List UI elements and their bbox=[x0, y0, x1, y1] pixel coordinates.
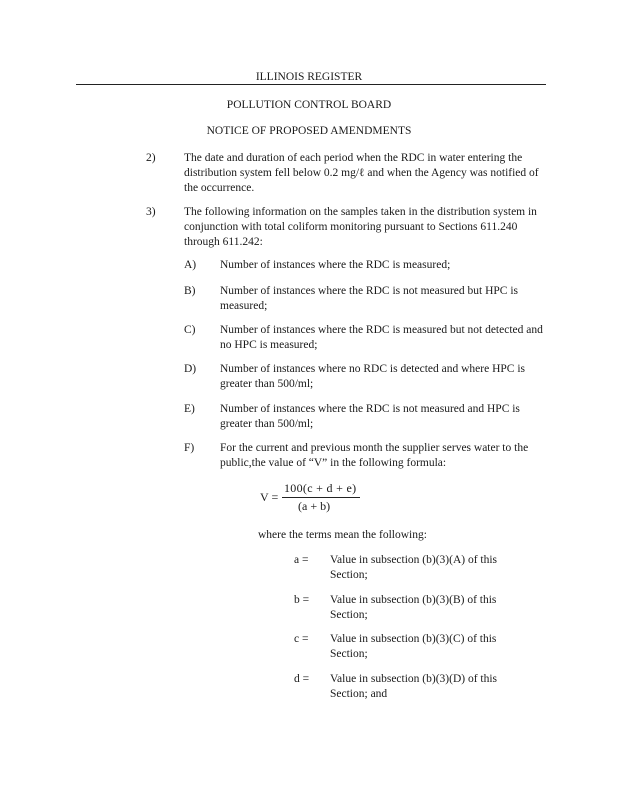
header-rule bbox=[76, 84, 546, 85]
term-definition: Value in subsection (b)(3)(A) of this Section; bbox=[330, 554, 498, 581]
item-number: 3) bbox=[146, 206, 156, 218]
formula-denominator: (a + b) bbox=[298, 499, 331, 513]
subitem-letter: C) bbox=[184, 324, 196, 336]
subitem-letter: A) bbox=[184, 259, 197, 271]
fraction-bar bbox=[282, 497, 360, 498]
item-text: The date and duration of each period when the RDC in water entering the distribution system fell below 0.2 mg/ℓ and when the Agency was notified of the occurrence. bbox=[184, 152, 539, 194]
term-label: d = bbox=[294, 673, 310, 685]
term-label: c = bbox=[294, 633, 309, 645]
subitem-text: Number of instances where no RDC is detected and where HPC is greater than 500/ml; bbox=[220, 363, 525, 390]
subitem-letter: B) bbox=[184, 285, 196, 297]
register-title: ILLINOIS REGISTER bbox=[255, 71, 363, 83]
term-label: b = bbox=[294, 594, 310, 606]
subitem-text: Number of instances where the RDC is measured but not detected and no HPC is measured; bbox=[220, 324, 543, 351]
subitem-text: Number of instances where the RDC is not measured but HPC is measured; bbox=[220, 285, 518, 312]
term-label: a = bbox=[294, 554, 309, 566]
term-definition: Value in subsection (b)(3)(B) of this Section; bbox=[330, 594, 497, 621]
item-number: 2) bbox=[146, 152, 156, 164]
subitem-letter: E) bbox=[184, 403, 195, 415]
board-title: POLLUTION CONTROL BOARD bbox=[226, 99, 392, 111]
formula-lhs: V = bbox=[260, 490, 279, 504]
subitem-text: Number of instances where the RDC is measured; bbox=[220, 259, 451, 271]
term-definition: Value in subsection (b)(3)(D) of this Section; and bbox=[330, 673, 498, 700]
formula-numerator: 100(c + d + e) bbox=[284, 481, 357, 495]
subitem-text: For the current and previous month the supplier serves water to the public,the value of “V” in the following formula: bbox=[220, 442, 529, 469]
notice-title: NOTICE OF PROPOSED AMENDMENTS bbox=[206, 125, 412, 137]
v-formula bbox=[260, 480, 400, 516]
subitem-text: Number of instances where the RDC is not measured and HPC is greater than 500/ml; bbox=[220, 403, 520, 430]
term-definition: Value in subsection (b)(3)(C) of this Section; bbox=[330, 633, 497, 660]
subitem-letter: D) bbox=[184, 363, 197, 375]
subitem-letter: F) bbox=[184, 442, 195, 454]
item-text: The following information on the samples taken in the distribution system in conjunction with total coliform monitoring pursuant to Sections 611.240 through 611.242: bbox=[184, 206, 537, 248]
where-text: where the terms mean the following: bbox=[258, 529, 427, 541]
